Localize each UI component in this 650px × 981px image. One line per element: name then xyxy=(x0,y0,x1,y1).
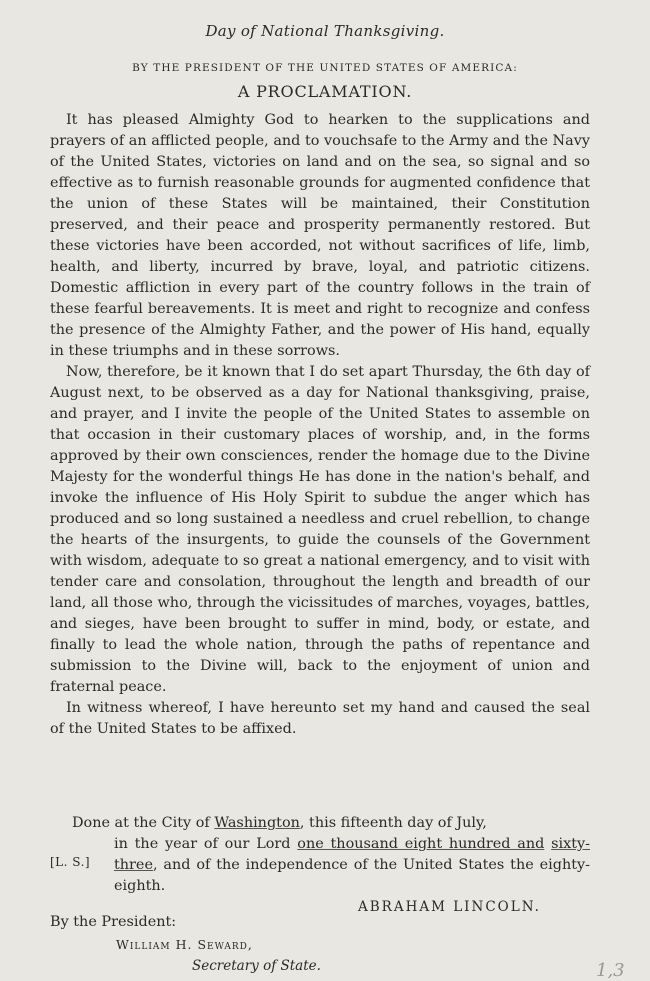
document-title: Day of National Thanksgiving. xyxy=(205,22,445,40)
by-the-president: By the President: xyxy=(50,914,177,930)
secretary-name: William H. Seward, xyxy=(116,937,253,952)
proclamation-heading: A PROCLAMATION. xyxy=(237,82,413,101)
paragraph-3: In witness whereof, I have hereunto set my hand and caused the seal of the United States to be affixed. xyxy=(50,700,590,737)
signature: ABRAHAM LINCOLN. xyxy=(358,899,541,915)
year-words: one thousand eight hundred and xyxy=(297,836,545,852)
byline: BY THE PRESIDENT OF THE UNITED STATES OF AMERICA: xyxy=(132,62,518,74)
city-name: Washington xyxy=(214,815,300,831)
independence-clause: , and of the independence of the United States the eighty-eighth. xyxy=(114,857,590,894)
done-date: , this fifteenth day of July, xyxy=(299,815,487,831)
dating-clause-line-1 xyxy=(72,813,590,834)
seal-mark: [L. S.] xyxy=(50,855,91,869)
done-prefix: Done at the City of xyxy=(72,815,215,831)
dating-clause-continued xyxy=(114,834,590,897)
year-end: sixty-three xyxy=(114,836,590,873)
paragraph-1: It has pleased Almighty God to hearken to the supplications and prayers of an afflicted people, and to vouchsafe to the Army and the Navy of the United States, victories on land and on the sea, so signal and so effective as to furnish reasonable grounds for augmented confidence that the union of these States will be maintained, their Constitution preserved, and their peace and prosperity permanently restored. But these victories have been accorded, not without sacrifices of life, limb, health, and liberty, incurred by brave, loyal, and patriotic citizens. Domestic affliction in every part of the country follows in the train of these fearful bereavements. It is meet and right to recognize and confess the presence of the Almighty Father, and the power of His hand, equally in these triumphs and in these sorrows. xyxy=(50,112,590,359)
proclamation-body xyxy=(50,110,590,740)
paragraph-2: Now, therefore, be it known that I do set apart Thursday, the 6th day of August next, to be observed as a day for National thanksgiving, praise, and prayer, and I invite the people of the United States to assemble on that occasion in their customary places of worship, and, in the forms approved by their own consciences, render the homage due to the Divine Majesty for the wonderful things He has done in the nation's behalf, and invoke the influence of His Holy Spirit to subdue the anger which has produced and so long sustained a needless and cruel rebellion, to change the hearts of the insurgents, to guide the counsels of the Government with wisdom, adequate to so great a national emergency, and to visit with tender care and consolation, throughout the length and breadth of our land, all those who, through the vicissitudes of marches, voyages, battles, and sieges, have been brought to suffer in mind, body, or estate, and finally to lead the whole nation, through the paths of repentance and submission to the Divine will, back to the enjoyment of union and fraternal peace. xyxy=(50,364,590,695)
margin-note: 1,3 xyxy=(596,960,625,981)
year-prefix: in the year of our Lord xyxy=(114,836,298,852)
secretary-office: Secretary of State. xyxy=(192,958,321,974)
